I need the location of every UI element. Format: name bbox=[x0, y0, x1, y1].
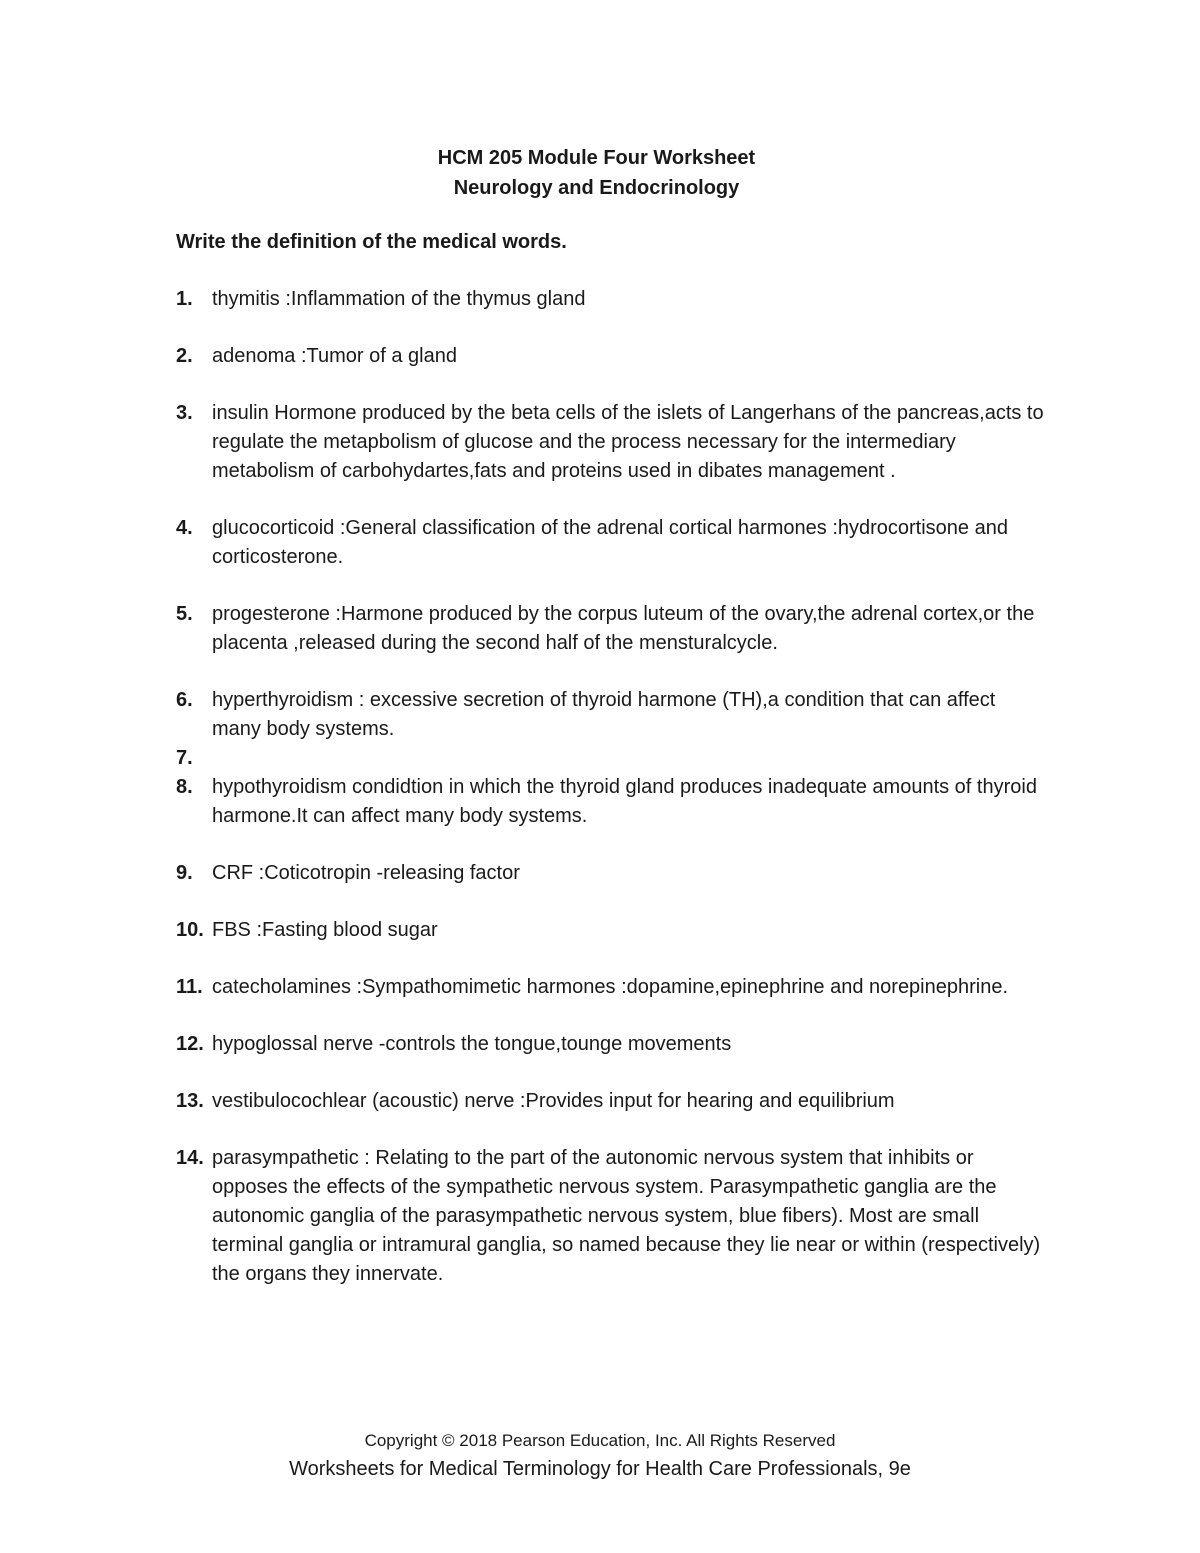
term-number: 10. bbox=[176, 919, 204, 941]
term-item-7 bbox=[176, 744, 1046, 773]
term-number: 7. bbox=[176, 747, 193, 769]
term-definition: progesterone :Harmone produced by the corpus luteum of the ovary,the adrenal cortex,or the placenta ,released during the second half of the mensturalcycle. bbox=[212, 603, 1035, 654]
term-definition bbox=[212, 747, 218, 769]
copyright-notice: Copyright © 2018 Pearson Education, Inc. All Rights Reserved bbox=[364, 1431, 836, 1450]
term-number: 2. bbox=[176, 345, 193, 367]
page-footer bbox=[0, 1428, 1200, 1484]
term-number: 5. bbox=[176, 603, 193, 625]
term-definition: thymitis :Inflammation of the thymus gland bbox=[212, 288, 586, 310]
term-definition: catecholamines :Sympathomimetic harmones :dopamine,epinephrine and norepinephrine. bbox=[212, 976, 1009, 998]
term-definition: FBS :Fasting blood sugar bbox=[212, 919, 438, 941]
term-number: 13. bbox=[176, 1090, 204, 1112]
term-number: 6. bbox=[176, 689, 193, 711]
title-block bbox=[0, 143, 1193, 203]
term-definition: CRF :Coticotropin -releasing factor bbox=[212, 862, 520, 884]
term-number: 3. bbox=[176, 402, 193, 424]
term-item-1 bbox=[176, 285, 1046, 314]
term-item-3 bbox=[176, 399, 1046, 486]
term-number: 11. bbox=[176, 976, 203, 998]
term-number: 4. bbox=[176, 517, 193, 539]
term-definition: vestibulocochlear (acoustic) nerve :Provides input for hearing and equilibrium bbox=[212, 1090, 895, 1112]
term-item-12 bbox=[176, 1030, 1046, 1059]
term-number: 9. bbox=[176, 862, 193, 884]
term-item-5 bbox=[176, 600, 1046, 658]
term-item-14 bbox=[176, 1144, 1046, 1289]
term-definition: hypothyroidism condidtion in which the thyroid gland produces inadequate amounts of thyroid harmone.It can affect many body systems. bbox=[212, 776, 1037, 827]
book-title: Worksheets for Medical Terminology for Health Care Professionals, 9e bbox=[289, 1458, 911, 1480]
term-item-2 bbox=[176, 342, 1046, 371]
instructions: Write the definition of the medical words. bbox=[176, 231, 567, 253]
term-item-11 bbox=[176, 973, 1046, 1002]
term-list bbox=[176, 285, 1046, 1317]
term-item-4 bbox=[176, 514, 1046, 572]
term-definition: adenoma :Tumor of a gland bbox=[212, 345, 457, 367]
term-definition: hypoglossal nerve -controls the tongue,tounge movements bbox=[212, 1033, 732, 1055]
term-definition: parasympathetic : Relating to the part of the autonomic nervous system that inhibits or opposes the effects of the sympathetic nervous system. Parasympathetic ganglia are the autonomic ganglia of the parasympathetic nervous system, blue fibers). Most are small terminal ganglia or intramural ganglia, so named because they lie near or within (respectively) the organs they innervate. bbox=[212, 1147, 1041, 1285]
term-item-6 bbox=[176, 686, 1046, 744]
term-number: 8. bbox=[176, 776, 193, 798]
term-definition: glucocorticoid :General classification of the adrenal cortical harmones :hydrocortisone and corticosterone. bbox=[212, 517, 1008, 568]
term-definition: hyperthyroidism : excessive secretion of thyroid harmone (TH),a condition that can affect many body systems. bbox=[212, 689, 996, 740]
term-number: 12. bbox=[176, 1033, 204, 1055]
term-item-9 bbox=[176, 859, 1046, 888]
term-item-10 bbox=[176, 916, 1046, 945]
term-number: 14. bbox=[176, 1147, 204, 1169]
worksheet-subtitle: Neurology and Endocrinology bbox=[453, 177, 740, 199]
term-definition: insulin Hormone produced by the beta cells of the islets of Langerhans of the pancreas,acts to regulate the metapbolism of glucose and the process necessary for the intermediary metabolism of carbohydartes,fats and proteins used in dibates management . bbox=[212, 402, 1044, 482]
term-number: 1. bbox=[176, 288, 193, 310]
term-item-8 bbox=[176, 773, 1046, 831]
worksheet-title: HCM 205 Module Four Worksheet bbox=[437, 147, 756, 169]
term-item-13 bbox=[176, 1087, 1046, 1116]
